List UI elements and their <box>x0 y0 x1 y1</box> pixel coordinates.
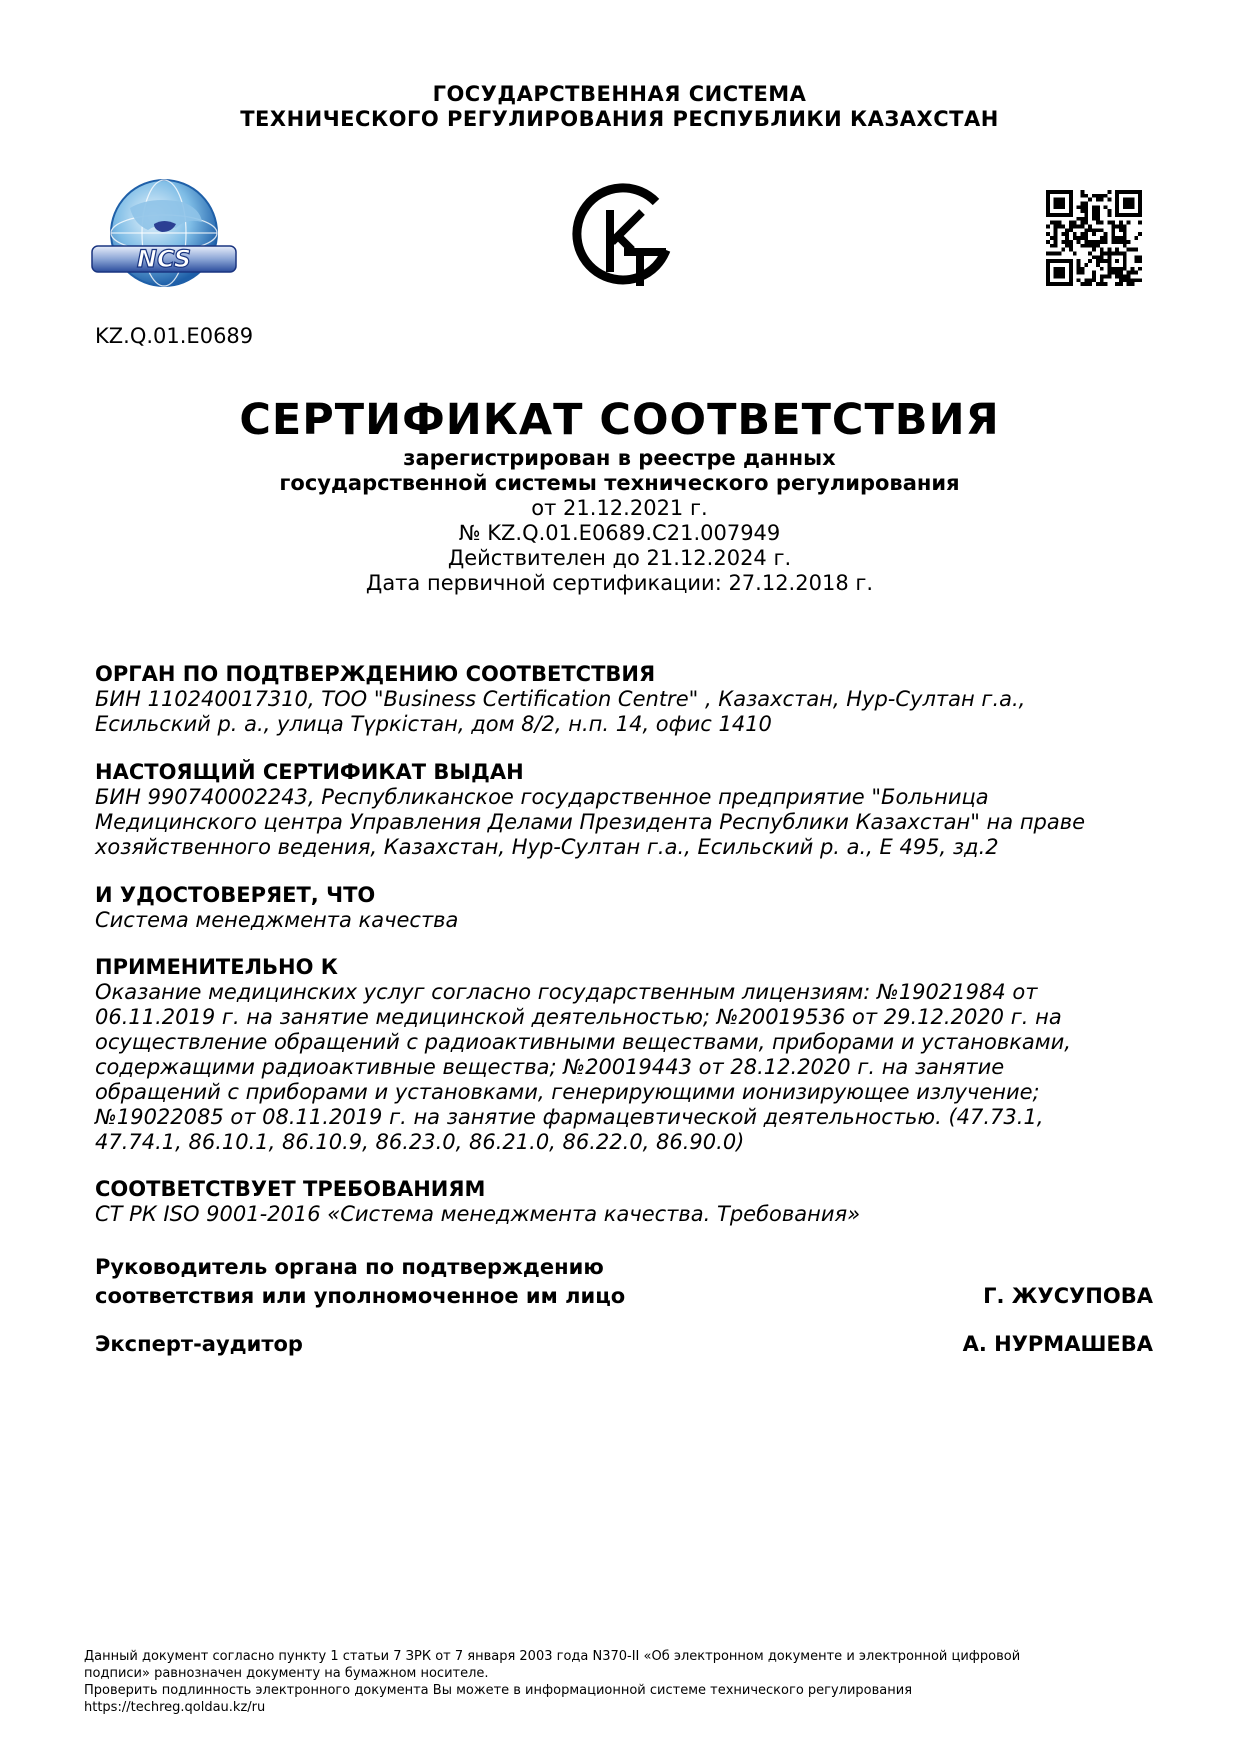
certificate-title: СЕРТИФИКАТ СООТВЕТСТВИЯ <box>239 395 1000 445</box>
registration-line2: государственной системы технического регулирования <box>279 471 960 495</box>
section-certifies <box>95 883 1155 933</box>
header-title-line1: ГОСУДАРСТВЕННАЯ СИСТЕМА <box>432 82 807 106</box>
signature-head-name: Г. ЖУСУПОВА <box>983 1284 1153 1308</box>
first-certification-date: Дата первичной сертификации: 27.12.2018 г. <box>365 571 874 595</box>
certificate-number: № KZ.Q.01.E0689.C21.007949 <box>458 521 781 545</box>
footer-line: Проверить подлинность электронного документа Вы можете в информационной системе технического регулирования <box>84 1683 913 1698</box>
section-requirements <box>95 1177 1155 1227</box>
registration-info <box>0 446 1239 596</box>
section-text: Медицинского центра Управления Делами Президента Республики Казахстан" на праве <box>95 810 1086 834</box>
section-text: Оказание медицинских услуг согласно государственным лицензиям: №19021984 от <box>95 980 1038 1004</box>
section-heading: ПРИМЕНИТЕЛЬНО К <box>95 955 338 979</box>
section-text: СТ РК ISO 9001-2016 «Система менеджмента качества. Требования» <box>95 1202 861 1226</box>
kz-conformity-mark-logo <box>568 180 676 296</box>
registration-date: от 21.12.2021 г. <box>531 496 708 520</box>
footer-link[interactable]: https://techreg.qoldau.kz/ru <box>84 1700 266 1715</box>
footer-line: подписи» равнозначен документу на бумажном носителе. <box>84 1666 489 1681</box>
section-heading: СООТВЕТСТВУЕТ ТРЕБОВАНИЯМ <box>95 1177 486 1201</box>
section-text: осуществление обращений с радиоактивными веществами, приборами и установками, <box>95 1030 1071 1054</box>
signature-expert-label: Эксперт-аудитор <box>95 1332 303 1356</box>
section-text: Есильский р. а., улица Түркістан, дом 8/2, н.п. 14, офис 1410 <box>95 712 772 736</box>
footer-note <box>84 1648 1164 1716</box>
ncs-logo-text: NCS <box>136 245 192 273</box>
section-text: БИН 990740002243, Республиканское государственное предприятие "Больница <box>95 785 989 809</box>
section-text: БИН 110240017310, ТОО "Business Certification Centre" , Казахстан, Нур-Султан г.а., <box>95 687 1026 711</box>
section-text: содержащими радиоактивные вещества; №20019443 от 28.12.2020 г. на занятие <box>95 1055 1005 1079</box>
registration-line1: зарегистрирован в реестре данных <box>403 446 836 470</box>
signature-expert-name: А. НУРМАШЕВА <box>962 1332 1153 1356</box>
kz-logo-text: KZ <box>621 294 623 295</box>
section-applicable-to <box>95 955 1155 1155</box>
section-text: Система менеджмента качества <box>95 908 459 932</box>
section-text: 06.11.2019 г. на занятие медицинской деятельностью; №20019536 от 29.12.2020 г. на <box>95 1005 1062 1029</box>
section-heading: И УДОСТОВЕРЯЕТ, ЧТО <box>95 883 376 907</box>
section-heading: ОРГАН ПО ПОДТВЕРЖДЕНИЮ СООТВЕТСТВИЯ <box>95 662 656 686</box>
qr-code <box>1046 190 1142 286</box>
section-issued-to <box>95 760 1155 860</box>
section-text: хозяйственного ведения, Казахстан, Нур-Султан г.а., Есильский р. а., Е 495, зд.2 <box>95 835 999 859</box>
section-text: обращений с приборами и установками, генерирующими ионизирующее излучение; <box>95 1080 1040 1104</box>
ncs-globe-logo <box>90 178 238 298</box>
signature-expert <box>95 1330 1153 1359</box>
signature-head-label-line1: Руководитель органа по подтверждению <box>95 1255 604 1279</box>
registration-code: KZ.Q.01.E0689 <box>95 324 254 348</box>
section-heading: НАСТОЯЩИЙ СЕРТИФИКАТ ВЫДАН <box>95 760 524 784</box>
section-text: №19022085 от 08.11.2019 г. на занятие фармацевтической деятельностью. (47.73.1, <box>95 1105 1044 1129</box>
footer-line: Данный документ согласно пункту 1 статьи 7 ЗРК от 7 января 2003 года N370-II «Об электронном документе и электронной цифровой <box>84 1649 1021 1664</box>
section-certification-body <box>95 662 1155 737</box>
signature-head-label-line2: соответствия или уполномоченное им лицо <box>95 1284 626 1308</box>
section-text: 47.74.1, 86.10.1, 86.10.9, 86.23.0, 86.21.0, 86.22.0, 86.90.0) <box>95 1130 745 1154</box>
valid-until: Действителен до 21.12.2024 г. <box>447 546 792 570</box>
signature-head <box>95 1253 1153 1311</box>
header-title-line2: ТЕХНИЧЕСКОГО РЕГУЛИРОВАНИЯ РЕСПУБЛИКИ КАЗАХСТАН <box>240 107 999 131</box>
